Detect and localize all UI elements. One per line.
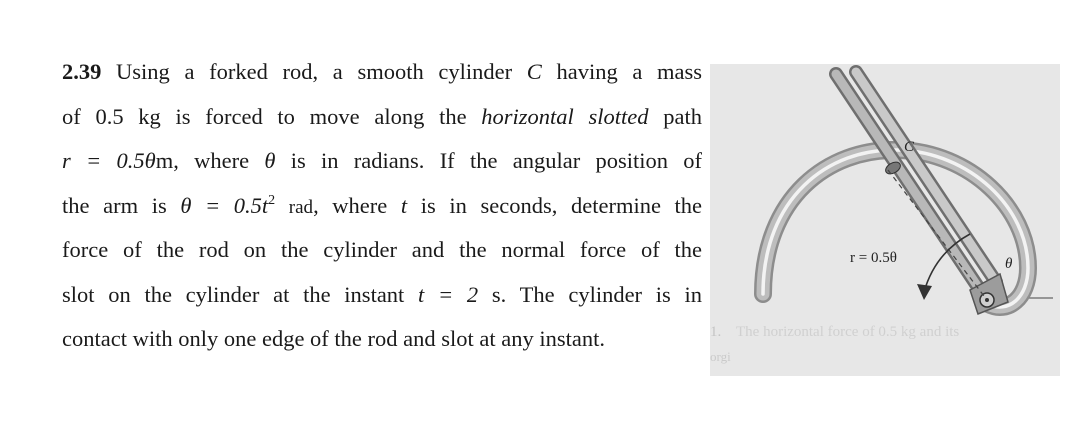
problem-line-5 xyxy=(62,228,702,273)
unit-rad: rad xyxy=(288,196,314,218)
label-c: C xyxy=(904,139,915,155)
problem-line-2 xyxy=(62,95,702,140)
text-segment: path xyxy=(663,103,703,129)
pivot-center xyxy=(985,298,989,302)
problem-line-1 xyxy=(62,50,702,95)
figure-forked-rod xyxy=(708,58,1060,376)
unit-m: m xyxy=(155,148,174,173)
text-segment: s. The cylinder is in xyxy=(491,281,703,307)
problem-line-6 xyxy=(62,273,702,318)
text-segment: having a mass xyxy=(556,59,703,84)
text-segment: is in radians. If the angular position of xyxy=(290,148,703,173)
text-segment: is in seconds, determine the xyxy=(420,192,703,218)
label-theta: θ xyxy=(1005,256,1013,272)
problem-number: 2.39 xyxy=(62,59,102,84)
equation-t: t = 2 xyxy=(418,281,479,307)
problem-statement xyxy=(62,50,702,362)
text-segment: of 0.5 kg is forced to move along the xyxy=(62,103,467,129)
equation-theta: θ = 0.5t xyxy=(180,192,269,218)
problem-line-7 xyxy=(62,317,702,362)
text-segment: Using a forked rod, a smooth cylinder xyxy=(116,59,513,84)
variable-c: C xyxy=(526,59,542,84)
faded-margin-text-2: orgi xyxy=(710,349,731,364)
faded-background-text: The horizontal force of 0.5 kg and its xyxy=(736,324,960,340)
problem-line-3 xyxy=(62,139,702,184)
variable-t: t xyxy=(400,192,408,218)
text-segment: , where xyxy=(313,192,388,218)
text-segment: slot on the cylinder at the instant xyxy=(62,281,405,307)
faded-margin-text: 1. xyxy=(710,324,722,340)
text-segment: contact with only one edge of the rod and slot at any instant. xyxy=(62,326,605,351)
exponent: 2 xyxy=(268,192,276,208)
label-r: r = 0.5θ xyxy=(850,250,897,266)
problem-line-4 xyxy=(62,184,702,229)
text-segment: , where xyxy=(173,148,250,173)
emphasis-horizontal-slotted: horizontal slotted xyxy=(481,103,649,129)
variable-theta: θ xyxy=(264,148,276,173)
text-segment: force of the rod on the cylinder and the normal force of the xyxy=(62,237,702,262)
equation-r: r = 0.5θ xyxy=(62,148,156,173)
text-segment: the arm is xyxy=(62,192,167,218)
figure-svg xyxy=(708,58,1060,376)
